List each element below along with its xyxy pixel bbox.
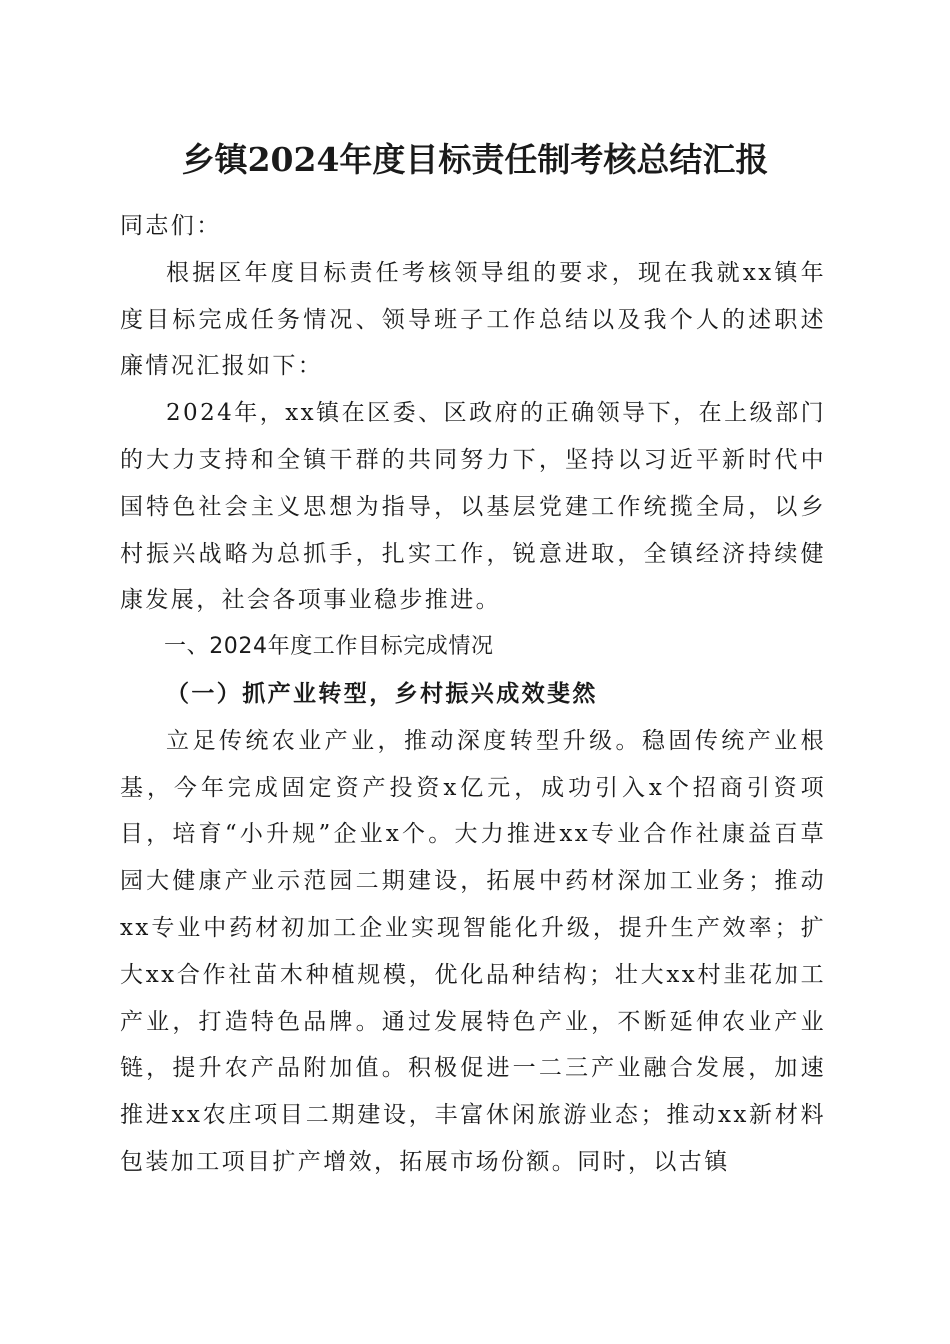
section-heading: 一、2024年度工作目标完成情况 bbox=[164, 634, 494, 660]
salutation: 同志们： bbox=[120, 213, 222, 239]
document-body bbox=[120, 203, 826, 1186]
subsection-heading: （一）抓产业转型，乡村振兴成效斐然 bbox=[166, 679, 598, 707]
paragraph-industry: 立足传统农业产业，推动深度转型升级。稳固传统产业根基，今年完成固定资产投资x亿元，成功引入x个招商引资项目，培育“小升规”企业x个。大力推进xx专业合作社康益百草园大健康产业示范园二期建设，拓展中药材深加工业务；推动xx专业中药材初加工企业实现智能化升级，提升生产效率；扩大xx合作社苗木种植规模，优化品种结构；壮大xx村韭花加工产业，打造特色品牌。通过发展特色产业，不断延伸农业产业链，提升农产品附加值。积极促进一二三产业融合发展，加速推进xx农庄项目二期建设，丰富休闲旅游业态；推动xx新材料包装加工项目扩产增效，拓展市场份额。同时，以古镇 bbox=[120, 727, 826, 1175]
document-title: 乡镇2024年度目标责任制考核总结汇报 bbox=[181, 140, 769, 179]
paragraph-overview: 2024年，xx镇在区委、区政府的正确领导下，在上级部门的大力支持和全镇干群的共同努力下，坚持以习近平新时代中国特色社会主义思想为指导，以基层党建工作统揽全局，以乡村振兴战略为总抓手，扎实工作，锐意进取，全镇经济持续健康发展，社会各项事业稳步推进。 bbox=[120, 400, 826, 614]
paragraph-intro: 根据区年度目标责任考核领导组的要求，现在我就xx镇年度目标完成任务情况、领导班子工作总结以及我个人的述职述廉情况汇报如下： bbox=[120, 259, 826, 380]
